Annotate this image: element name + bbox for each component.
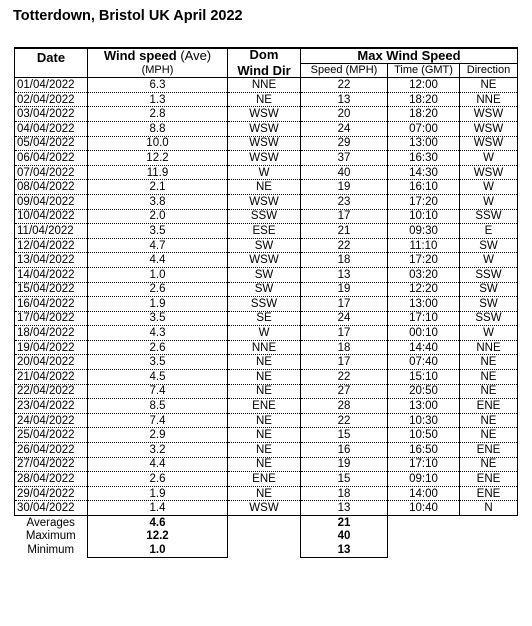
cell-date: 06/04/2022 bbox=[15, 151, 88, 166]
table-row bbox=[15, 282, 518, 297]
cell-wind-speed-ave: 1.3 bbox=[88, 92, 228, 107]
cell-max-time: 13:00 bbox=[388, 136, 460, 151]
cell-wind-speed-ave: 4.3 bbox=[88, 326, 228, 341]
cell-dom-wind-dir: NE bbox=[228, 384, 301, 399]
table-row bbox=[15, 457, 518, 472]
cell-dom-wind-dir: WSW bbox=[228, 253, 301, 268]
summary-gap bbox=[228, 530, 301, 544]
cell-date: 10/04/2022 bbox=[15, 209, 88, 224]
table-row bbox=[15, 486, 518, 501]
cell-max-direction: SSW bbox=[460, 209, 518, 224]
cell-wind-speed-ave: 8.5 bbox=[88, 399, 228, 414]
cell-date: 04/04/2022 bbox=[15, 121, 88, 136]
cell-max-speed: 37 bbox=[301, 151, 388, 166]
summary-label: Minimum bbox=[27, 544, 75, 557]
header-max-wind-speed bbox=[301, 48, 518, 63]
cell-dom-wind-dir: NE bbox=[228, 180, 301, 195]
cell-max-direction: NE bbox=[460, 355, 518, 370]
table-row bbox=[15, 224, 518, 239]
cell-date: 15/04/2022 bbox=[15, 282, 88, 297]
header-max-wind-speed-label: Max Wind Speed bbox=[357, 48, 461, 63]
cell-max-direction: WSW bbox=[460, 107, 518, 122]
summary-max-speed: 13 bbox=[301, 543, 388, 557]
table-row bbox=[15, 399, 518, 414]
cell-wind-speed-ave: 2.1 bbox=[88, 180, 228, 195]
cell-max-speed: 22 bbox=[301, 370, 388, 385]
cell-wind-speed-ave: 6.3 bbox=[88, 78, 228, 93]
cell-max-speed: 13 bbox=[301, 92, 388, 107]
table-header bbox=[15, 48, 518, 78]
header-date-label: Date bbox=[36, 50, 66, 65]
cell-date: 30/04/2022 bbox=[15, 501, 88, 516]
cell-dom-wind-dir: WSW bbox=[228, 136, 301, 151]
cell-dom-wind-dir: SW bbox=[228, 282, 301, 297]
cell-date: 29/04/2022 bbox=[15, 486, 88, 501]
cell-max-direction: ENE bbox=[460, 443, 518, 458]
cell-dom-wind-dir: W bbox=[228, 165, 301, 180]
cell-dom-wind-dir: NNE bbox=[228, 78, 301, 93]
cell-max-direction: ENE bbox=[460, 486, 518, 501]
cell-max-direction: ENE bbox=[460, 399, 518, 414]
cell-date: 20/04/2022 bbox=[15, 355, 88, 370]
summary-blank bbox=[388, 543, 518, 557]
table-row bbox=[15, 92, 518, 107]
cell-max-time: 13:00 bbox=[388, 399, 460, 414]
cell-max-speed: 15 bbox=[301, 472, 388, 487]
table-row bbox=[15, 194, 518, 209]
table-row bbox=[15, 413, 518, 428]
cell-max-direction: ENE bbox=[460, 472, 518, 487]
summary-wind-speed: 12.2 bbox=[88, 530, 228, 544]
cell-max-time: 10:50 bbox=[388, 428, 460, 443]
cell-max-direction: NE bbox=[460, 428, 518, 443]
cell-max-direction: SSW bbox=[460, 267, 518, 282]
cell-dom-wind-dir: WSW bbox=[228, 121, 301, 136]
table-row bbox=[15, 253, 518, 268]
table-row bbox=[15, 370, 518, 385]
cell-max-speed: 22 bbox=[301, 413, 388, 428]
summary-label: Averages bbox=[26, 516, 75, 529]
cell-max-speed: 17 bbox=[301, 355, 388, 370]
cell-date: 09/04/2022 bbox=[15, 194, 88, 209]
cell-max-time: 18:20 bbox=[388, 107, 460, 122]
cell-max-direction: WSW bbox=[460, 136, 518, 151]
cell-max-time: 17:10 bbox=[388, 457, 460, 472]
cell-max-speed: 22 bbox=[301, 238, 388, 253]
cell-max-direction: N bbox=[460, 501, 518, 516]
cell-wind-speed-ave: 11.9 bbox=[88, 165, 228, 180]
table-row bbox=[15, 355, 518, 370]
cell-date: 25/04/2022 bbox=[15, 428, 88, 443]
cell-wind-speed-ave: 2.6 bbox=[88, 340, 228, 355]
cell-max-time: 17:20 bbox=[388, 253, 460, 268]
header-wind-speed-ave: (Ave) bbox=[180, 48, 212, 64]
cell-max-direction: NE bbox=[460, 384, 518, 399]
cell-wind-speed-ave: 3.5 bbox=[88, 311, 228, 326]
cell-max-speed: 19 bbox=[301, 457, 388, 472]
cell-date: 12/04/2022 bbox=[15, 238, 88, 253]
cell-dom-wind-dir: ENE bbox=[228, 399, 301, 414]
cell-max-speed: 27 bbox=[301, 384, 388, 399]
cell-wind-speed-ave: 12.2 bbox=[88, 151, 228, 166]
summary-row bbox=[15, 516, 518, 530]
cell-max-direction: NNE bbox=[460, 92, 518, 107]
header-time-gmt: Time (GMT) bbox=[388, 63, 460, 78]
cell-max-direction: NE bbox=[460, 457, 518, 472]
summary-label: Maximum bbox=[25, 530, 76, 543]
cell-max-time: 11:10 bbox=[388, 238, 460, 253]
table-row bbox=[15, 472, 518, 487]
cell-max-time: 13:00 bbox=[388, 297, 460, 312]
cell-wind-speed-ave: 2.8 bbox=[88, 107, 228, 122]
cell-max-speed: 17 bbox=[301, 297, 388, 312]
cell-max-speed: 19 bbox=[301, 282, 388, 297]
summary-blank bbox=[388, 530, 518, 544]
cell-date: 07/04/2022 bbox=[15, 165, 88, 180]
cell-date: 18/04/2022 bbox=[15, 326, 88, 341]
cell-max-direction: NE bbox=[460, 370, 518, 385]
table-row bbox=[15, 267, 518, 282]
cell-dom-wind-dir: SE bbox=[228, 311, 301, 326]
table-row bbox=[15, 121, 518, 136]
table-row bbox=[15, 501, 518, 516]
cell-max-direction: W bbox=[460, 151, 518, 166]
cell-max-speed: 24 bbox=[301, 311, 388, 326]
cell-wind-speed-ave: 4.4 bbox=[88, 457, 228, 472]
cell-max-direction: SW bbox=[460, 297, 518, 312]
cell-wind-speed-ave: 2.6 bbox=[88, 472, 228, 487]
cell-dom-wind-dir: WSW bbox=[228, 194, 301, 209]
header-row-top bbox=[15, 48, 518, 63]
cell-wind-speed-ave: 4.4 bbox=[88, 253, 228, 268]
cell-wind-speed-ave: 3.5 bbox=[88, 355, 228, 370]
cell-dom-wind-dir: NE bbox=[228, 355, 301, 370]
cell-max-time: 18:20 bbox=[388, 92, 460, 107]
cell-max-time: 15:10 bbox=[388, 370, 460, 385]
cell-dom-wind-dir: NNE bbox=[228, 340, 301, 355]
cell-max-time: 10:30 bbox=[388, 413, 460, 428]
cell-date: 08/04/2022 bbox=[15, 180, 88, 195]
cell-wind-speed-ave: 2.9 bbox=[88, 428, 228, 443]
cell-max-time: 10:40 bbox=[388, 501, 460, 516]
header-direction: Direction bbox=[460, 63, 518, 78]
daily-rows bbox=[15, 78, 518, 516]
cell-max-speed: 28 bbox=[301, 399, 388, 414]
cell-max-speed: 24 bbox=[301, 121, 388, 136]
summary-max-speed: 21 bbox=[301, 516, 388, 530]
cell-date: 03/04/2022 bbox=[15, 107, 88, 122]
cell-date: 19/04/2022 bbox=[15, 340, 88, 355]
cell-max-speed: 18 bbox=[301, 486, 388, 501]
cell-date: 11/04/2022 bbox=[15, 224, 88, 239]
cell-max-speed: 13 bbox=[301, 267, 388, 282]
table-row bbox=[15, 180, 518, 195]
cell-wind-speed-ave: 7.4 bbox=[88, 413, 228, 428]
header-wind-unit: (MPH) bbox=[88, 63, 228, 78]
cell-max-direction: NE bbox=[460, 78, 518, 93]
header-wind-speed-label: Wind speed bbox=[103, 48, 177, 64]
table-row bbox=[15, 165, 518, 180]
cell-date: 05/04/2022 bbox=[15, 136, 88, 151]
cell-dom-wind-dir: NE bbox=[228, 486, 301, 501]
cell-date: 13/04/2022 bbox=[15, 253, 88, 268]
summary-wind-speed: 1.0 bbox=[88, 543, 228, 557]
cell-dom-wind-dir: ENE bbox=[228, 472, 301, 487]
cell-date: 01/04/2022 bbox=[15, 78, 88, 93]
cell-max-speed: 20 bbox=[301, 107, 388, 122]
cell-wind-speed-ave: 4.7 bbox=[88, 238, 228, 253]
cell-wind-speed-ave: 1.9 bbox=[88, 486, 228, 501]
cell-date: 21/04/2022 bbox=[15, 370, 88, 385]
cell-max-speed: 18 bbox=[301, 253, 388, 268]
cell-date: 24/04/2022 bbox=[15, 413, 88, 428]
cell-max-speed: 16 bbox=[301, 443, 388, 458]
cell-dom-wind-dir: SW bbox=[228, 238, 301, 253]
table-row bbox=[15, 428, 518, 443]
header-speed-mph: Speed (MPH) bbox=[301, 63, 388, 78]
cell-max-direction: W bbox=[460, 253, 518, 268]
cell-max-time: 14:30 bbox=[388, 165, 460, 180]
cell-max-time: 03:20 bbox=[388, 267, 460, 282]
cell-wind-speed-ave: 2.6 bbox=[88, 282, 228, 297]
cell-max-direction: W bbox=[460, 180, 518, 195]
cell-max-direction: SW bbox=[460, 282, 518, 297]
cell-dom-wind-dir: NE bbox=[228, 428, 301, 443]
cell-max-direction: W bbox=[460, 194, 518, 209]
cell-date: 22/04/2022 bbox=[15, 384, 88, 399]
table-row bbox=[15, 311, 518, 326]
wind-data-table bbox=[14, 47, 518, 558]
cell-date: 28/04/2022 bbox=[15, 472, 88, 487]
cell-wind-speed-ave: 7.4 bbox=[88, 384, 228, 399]
cell-max-direction: SW bbox=[460, 238, 518, 253]
page-title: Totterdown, Bristol UK April 2022 bbox=[13, 8, 243, 24]
cell-max-time: 17:10 bbox=[388, 311, 460, 326]
cell-max-speed: 13 bbox=[301, 501, 388, 516]
cell-max-time: 07:40 bbox=[388, 355, 460, 370]
cell-wind-speed-ave: 3.5 bbox=[88, 224, 228, 239]
table-row bbox=[15, 78, 518, 93]
cell-date: 02/04/2022 bbox=[15, 92, 88, 107]
cell-max-speed: 18 bbox=[301, 340, 388, 355]
table-row bbox=[15, 443, 518, 458]
cell-max-time: 12:00 bbox=[388, 78, 460, 93]
cell-dom-wind-dir: SSW bbox=[228, 297, 301, 312]
header-dom-line1: Dom bbox=[249, 48, 279, 63]
cell-date: 16/04/2022 bbox=[15, 297, 88, 312]
cell-dom-wind-dir: WSW bbox=[228, 107, 301, 122]
cell-max-speed: 17 bbox=[301, 209, 388, 224]
header-dom-wind-dir bbox=[228, 48, 301, 78]
summary-row bbox=[15, 530, 518, 544]
table-row bbox=[15, 326, 518, 341]
summary-rows bbox=[15, 516, 518, 558]
cell-max-time: 17:20 bbox=[388, 194, 460, 209]
cell-dom-wind-dir: NE bbox=[228, 457, 301, 472]
table-row bbox=[15, 136, 518, 151]
header-date bbox=[15, 48, 88, 78]
cell-max-time: 16:50 bbox=[388, 443, 460, 458]
cell-date: 17/04/2022 bbox=[15, 311, 88, 326]
summary-blank bbox=[388, 516, 518, 530]
cell-wind-speed-ave: 3.8 bbox=[88, 194, 228, 209]
cell-max-speed: 15 bbox=[301, 428, 388, 443]
cell-wind-speed-ave: 1.9 bbox=[88, 297, 228, 312]
cell-max-direction: E bbox=[460, 224, 518, 239]
cell-max-direction: NE bbox=[460, 413, 518, 428]
cell-dom-wind-dir: NE bbox=[228, 370, 301, 385]
cell-max-direction: WSW bbox=[460, 121, 518, 136]
cell-max-direction: W bbox=[460, 326, 518, 341]
cell-max-speed: 19 bbox=[301, 180, 388, 195]
cell-date: 23/04/2022 bbox=[15, 399, 88, 414]
cell-max-time: 09:30 bbox=[388, 224, 460, 239]
cell-max-time: 09:10 bbox=[388, 472, 460, 487]
cell-dom-wind-dir: W bbox=[228, 326, 301, 341]
cell-dom-wind-dir: WSW bbox=[228, 501, 301, 516]
cell-max-time: 20:50 bbox=[388, 384, 460, 399]
cell-wind-speed-ave: 10.0 bbox=[88, 136, 228, 151]
cell-max-time: 00:10 bbox=[388, 326, 460, 341]
cell-wind-speed-ave: 4.5 bbox=[88, 370, 228, 385]
cell-dom-wind-dir: NE bbox=[228, 92, 301, 107]
cell-date: 14/04/2022 bbox=[15, 267, 88, 282]
cell-wind-speed-ave: 3.2 bbox=[88, 443, 228, 458]
table-row bbox=[15, 151, 518, 166]
cell-max-time: 16:30 bbox=[388, 151, 460, 166]
cell-max-time: 07:00 bbox=[388, 121, 460, 136]
header-wind-speed bbox=[88, 48, 228, 63]
table-row bbox=[15, 107, 518, 122]
cell-dom-wind-dir: NE bbox=[228, 443, 301, 458]
cell-max-time: 12:20 bbox=[388, 282, 460, 297]
cell-max-time: 14:00 bbox=[388, 486, 460, 501]
cell-dom-wind-dir: SW bbox=[228, 267, 301, 282]
table-row bbox=[15, 209, 518, 224]
summary-gap bbox=[228, 543, 301, 557]
table-row bbox=[15, 384, 518, 399]
table-row bbox=[15, 238, 518, 253]
cell-dom-wind-dir: NE bbox=[228, 413, 301, 428]
cell-wind-speed-ave: 8.8 bbox=[88, 121, 228, 136]
table-row bbox=[15, 340, 518, 355]
cell-max-speed: 29 bbox=[301, 136, 388, 151]
cell-max-direction: NNE bbox=[460, 340, 518, 355]
cell-dom-wind-dir: WSW bbox=[228, 151, 301, 166]
cell-dom-wind-dir: SSW bbox=[228, 209, 301, 224]
summary-wind-speed: 4.6 bbox=[88, 516, 228, 530]
cell-max-speed: 40 bbox=[301, 165, 388, 180]
summary-gap bbox=[228, 516, 301, 530]
cell-wind-speed-ave: 1.4 bbox=[88, 501, 228, 516]
cell-max-speed: 17 bbox=[301, 326, 388, 341]
cell-max-direction: WSW bbox=[460, 165, 518, 180]
header-dom-line2: Wind Dir bbox=[237, 63, 291, 78]
summary-max-speed: 40 bbox=[301, 530, 388, 544]
cell-max-speed: 22 bbox=[301, 78, 388, 93]
summary-row bbox=[15, 543, 518, 557]
cell-max-time: 16:10 bbox=[388, 180, 460, 195]
cell-dom-wind-dir: ESE bbox=[228, 224, 301, 239]
table-row bbox=[15, 297, 518, 312]
cell-max-time: 10:10 bbox=[388, 209, 460, 224]
cell-max-direction: SSW bbox=[460, 311, 518, 326]
cell-max-time: 14:40 bbox=[388, 340, 460, 355]
cell-date: 26/04/2022 bbox=[15, 443, 88, 458]
cell-date: 27/04/2022 bbox=[15, 457, 88, 472]
cell-wind-speed-ave: 1.0 bbox=[88, 267, 228, 282]
cell-max-speed: 23 bbox=[301, 194, 388, 209]
cell-max-speed: 21 bbox=[301, 224, 388, 239]
cell-wind-speed-ave: 2.0 bbox=[88, 209, 228, 224]
